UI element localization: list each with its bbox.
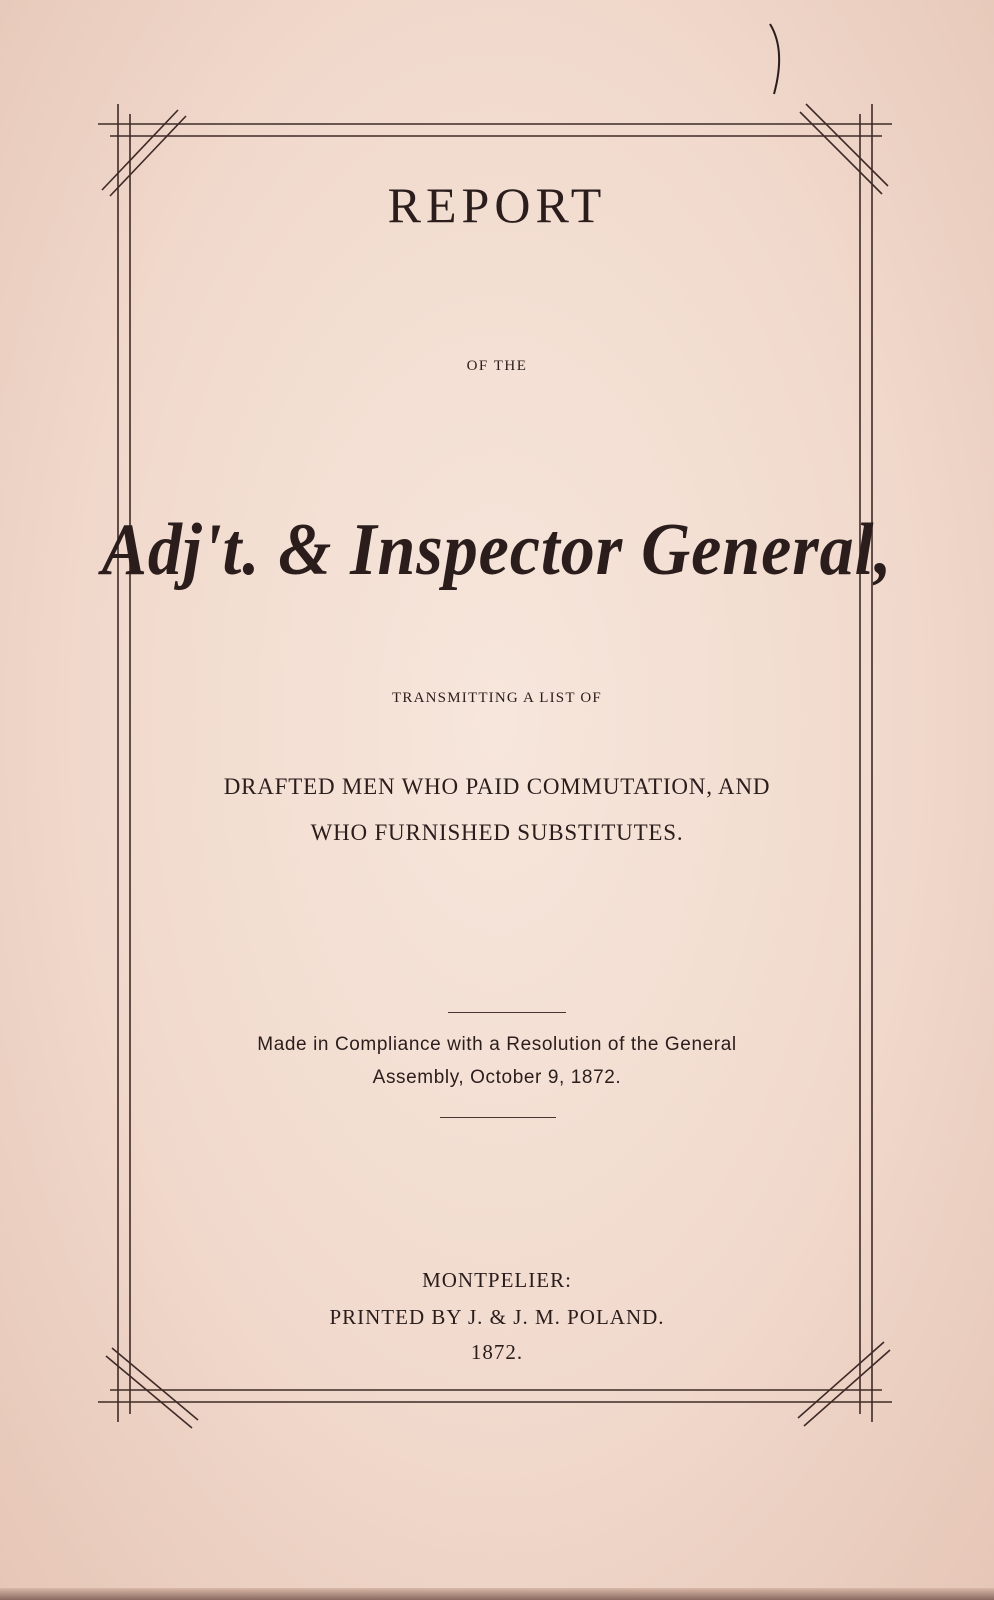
subject-heading: Adj't. & Inspector General, <box>101 509 893 591</box>
imprint-printer: PRINTED BY J. & J. M. POLAND. <box>329 1305 665 1329</box>
transmitting-label: TRANSMITTING A LIST OF <box>392 690 602 706</box>
report-title: REPORT <box>387 177 607 233</box>
of-the-label: OF THE <box>466 358 528 374</box>
imprint-year: 1872. <box>470 1340 524 1364</box>
divider-top <box>448 1012 566 1013</box>
drafted-line-2: WHO FURNISHED SUBSTITUTES. <box>310 820 684 845</box>
imprint-place: MONTPELIER: <box>422 1268 572 1292</box>
compliance-line-1: Made in Compliance with a Resolution of the General <box>257 1034 737 1055</box>
compliance-line-2: Assembly, October 9, 1872. <box>372 1067 622 1088</box>
scan-edge <box>0 1588 994 1600</box>
drafted-line-1: DRAFTED MEN WHO PAID COMMUTATION, AND <box>223 774 771 799</box>
divider-bottom <box>440 1117 556 1118</box>
